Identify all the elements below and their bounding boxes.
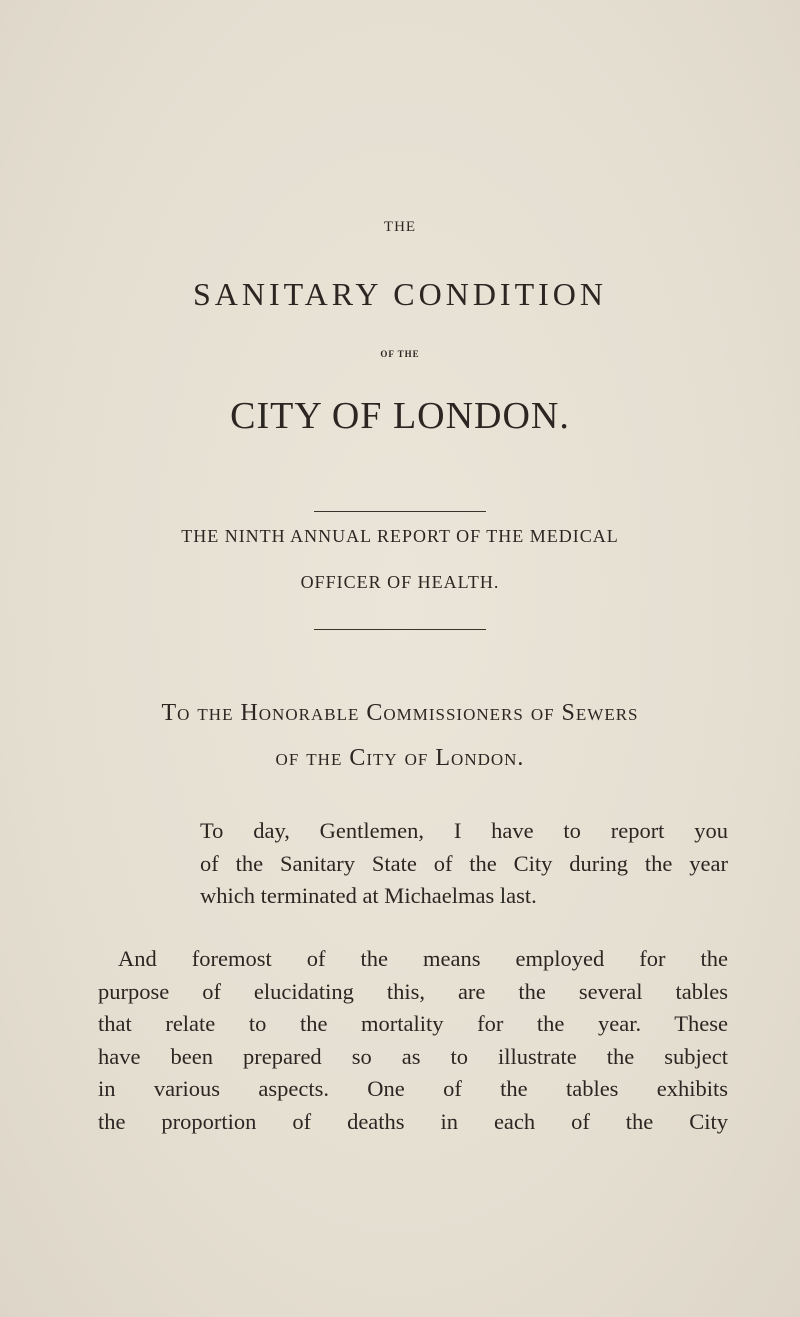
paragraph-line: purpose of elucidating this, are the several tables (98, 978, 728, 1004)
paragraph-line: of the Sanitary State of the City during the year (200, 850, 728, 876)
city-title: CITY OF LONDON. (230, 395, 570, 437)
paragraph-1 (98, 815, 728, 913)
paragraph-line: that relate to the mortality for the year. These (98, 1011, 728, 1036)
paragraph-2 (98, 943, 728, 1138)
paragraph-line: And foremost of the means employed for the (118, 946, 728, 971)
report-subtitle-line-1: THE NINTH ANNUAL REPORT OF THE MEDICAL (181, 526, 619, 546)
paragraph-line: the proportion of deaths in each of the City (98, 1108, 728, 1134)
divider-bottom (314, 629, 486, 630)
paragraph-line: in various aspects. One of the tables exhibits (98, 1076, 728, 1101)
paragraph-line: To day, Gentlemen, I have to report you (200, 818, 728, 843)
divider-top (314, 511, 486, 512)
address-line-2: of the City of London. (275, 745, 525, 771)
paragraph-line: which terminated at Michaelmas last. (200, 883, 537, 908)
address-line-1: To the Honorable Commissioners of Sewers (161, 700, 639, 726)
title-connector: OF THE (380, 349, 420, 359)
main-title: SANITARY CONDITION (192, 276, 607, 312)
report-subtitle-line-2: OFFICER OF HEALTH. (300, 572, 500, 592)
title-article: THE (383, 219, 417, 235)
paragraph-line: have been prepared so as to illustrate the subject (98, 1043, 728, 1069)
